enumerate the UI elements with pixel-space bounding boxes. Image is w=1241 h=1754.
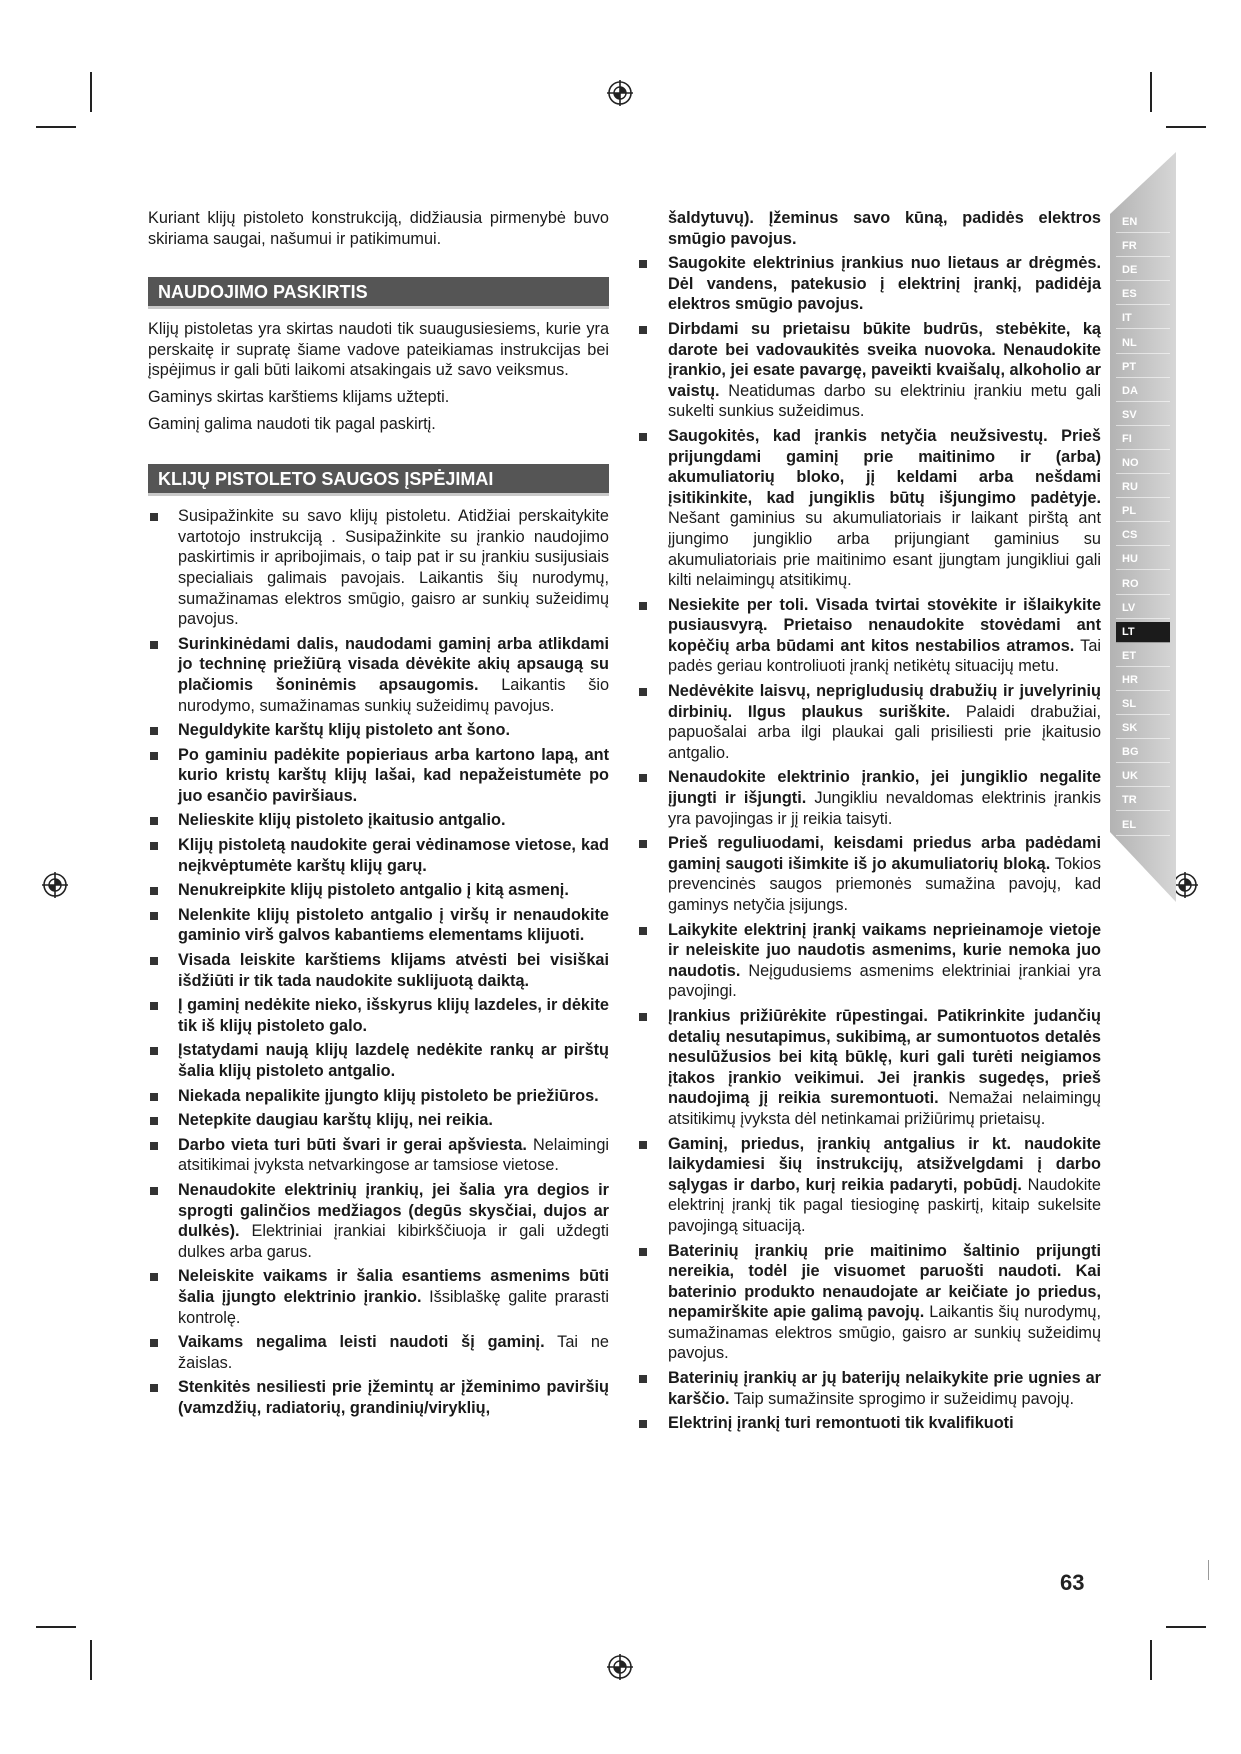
list-item: Saugokite elektrinius įrankius nuo lietaus ar drėgmės. Dėl vandens, patekusio į elektrinį įrankį, padidėja elektros smūgio pavojus. — [636, 253, 1101, 315]
list-item: Įstatydami naują klijų lazdelę nedėkite rankų ar pirštų šalia klijų pistoleto antgalio. — [148, 1040, 609, 1081]
crop-mark — [1150, 1640, 1152, 1680]
language-tab-de[interactable]: DE — [1116, 260, 1170, 281]
language-tab-pl[interactable]: PL — [1116, 501, 1170, 522]
list-item: Dirbdami su prietaisu būkite budrūs, stebėkite, ką darote bei vadovaukitės sveika nuovoka. Nenaudokite įrankio, jei esate pavargę, paveikti kvaišalų, alkoholio ar vaistų. Neatidumas darbo su elektriniu įrankiu metu gali sukelti sunkius sužeidimus. — [636, 319, 1101, 422]
list-item-continuation: šaldytuvų). Įžeminus savo kūną, padidės elektros smūgio pavojus. — [668, 209, 1101, 248]
registration-mark-icon — [605, 78, 635, 108]
crop-mark — [36, 1626, 76, 1628]
crop-mark — [1208, 1560, 1209, 1580]
list-item: Neguldykite karštų klijų pistoleto ant šono. — [148, 720, 609, 741]
list-item: Nenaudokite elektrinio įrankio, jei jungiklio negalite įjungti ir išjungti. Jungikliu nevaldomas elektrinis įrankis yra pavojingas ir jį reikia taisyti. — [636, 767, 1101, 829]
list-item: Klijų pistoletą naudokite gerai vėdinamose vietose, kad neįkvėptumėte karštų klijų garų. — [148, 835, 609, 876]
language-tab-sv[interactable]: SV — [1116, 405, 1170, 426]
list-item: Visada leiskite karštiems klijams atvėsti bei visiškai išdžiūti ir tik tada naudokite suklijuotą daiktą. — [148, 950, 609, 991]
list-item: Baterinių įrankių ar jų baterijų nelaikykite prie ugnies ar karščio. Taip sumažinsite sprogimo ir sužeidimų pavojų. — [636, 1368, 1101, 1409]
language-tab-en[interactable]: EN — [1116, 212, 1170, 233]
list-item: Gaminį, priedus, įrankių antgalius ir kt. naudokite laikydamiesi šių instrukcijų, atsižvelgdami į darbo sąlygas ir darbo, kurį reikia padaryti, pobūdį. Naudokite elektrinį įrankį tik pagal tiesioginę paskirtį, kitaip sukelsite pavojingą situaciją. — [636, 1134, 1101, 1237]
language-tab-ro[interactable]: RO — [1116, 574, 1170, 595]
section-heading-intended-use: NAUDOJIMO PASKIRTIS — [148, 277, 609, 309]
language-tab-bg[interactable]: BG — [1116, 742, 1170, 763]
language-tab-cs[interactable]: CS — [1116, 525, 1170, 546]
language-tab-et[interactable]: ET — [1116, 646, 1170, 667]
list-item: Saugokitės, kad įrankis netyčia neužsivestų. Prieš prijungdami gaminį prie maitinimo ir (arba) akumuliatorių bloko, jį keldami arba nešdami įsitikinkite, kad jungiklis būtų išjungimo padėtyje. Nešant gaminius su akumuliatoriais ir laikant pirštą ant įjungimo jungiklio arba prijungiant gaminius su akumuliatoriais prie maitinimo esant įjungtam jungikliui gali kilti nelaimingų atsitikimų. — [636, 426, 1101, 591]
language-tab-uk[interactable]: UK — [1116, 766, 1170, 787]
list-item: Neleiskite vaikams ir šalia esantiems asmenims būti šalia įjungto elektrinio įrankio. Išsiblaškę galite prarasti kontrolę. — [148, 1266, 609, 1328]
language-tab-fi[interactable]: FI — [1116, 429, 1170, 450]
intended-use-paragraph: Klijų pistoletas yra skirtas naudoti tik suaugusiesiems, kurie yra perskaitę ir supratę šiame vadove pateikiamas instrukcijas bei įspėjimus ir gali būti laikomi atsakingais už savo veiksmus. — [148, 320, 609, 380]
list-item: Surinkinėdami dalis, naudodami gaminį arba atlikdami jo techninę priežiūrą visada dėvėkite akių apsaugą su plačiomis šoninėmis apsaugomis. Laikantis šio nurodymo, sumažinamas sunkių sužeidimų pavojus. — [148, 634, 609, 716]
list-item: Laikykite elektrinį įrankį vaikams neprieinamoje vietoje ir neleiskite juo naudotis asmenims, kurie nemoka juo naudotis. Neįgudusiems asmenims elektriniai įrankiai yra pavojingi. — [636, 920, 1101, 1002]
language-tab-pt[interactable]: PT — [1116, 357, 1170, 378]
language-tab-it[interactable]: IT — [1116, 308, 1170, 329]
list-item: Nenukreipkite klijų pistoleto antgalio į kitą asmenį. — [148, 880, 609, 901]
crop-mark — [90, 72, 92, 112]
list-item: Susipažinkite su savo klijų pistoletu. Atidžiai perskaitykite vartotojo instrukciją . Susipažinkite su įrankio naudojimo paskirtimis ir apribojimais, o taip pat ir su įrankiu susijusiais specialiais galimais pavojais. Laikantis šių nurodymų, sumažinamas elektros smūgio, gaisro ar sunkių sužeidimų pavojus. — [148, 506, 609, 630]
list-item: Niekada nepalikite įjungto klijų pistoleto be priežiūros. — [148, 1086, 609, 1107]
registration-mark-icon — [605, 1652, 635, 1682]
language-tab-el[interactable]: EL — [1116, 815, 1170, 836]
language-tab-sl[interactable]: SL — [1116, 694, 1170, 715]
crop-mark — [1166, 126, 1206, 128]
language-tab-nl[interactable]: NL — [1116, 333, 1170, 354]
crop-mark — [1166, 1626, 1206, 1628]
crop-mark — [36, 126, 76, 128]
left-column — [148, 208, 609, 1423]
intended-use-paragraph: Gaminį galima naudoti tik pagal paskirtį. — [148, 414, 436, 433]
section-heading-safety-warnings: KLIJŲ PISTOLETO SAUGOS ĮSPĖJIMAI — [148, 464, 609, 496]
language-tab-da[interactable]: DA — [1116, 381, 1170, 402]
crop-mark — [1150, 72, 1152, 112]
intended-use-paragraph: Gaminys skirtas karštiems klijams užtepti. — [148, 387, 450, 406]
language-tab-fr[interactable]: FR — [1116, 236, 1170, 257]
list-item: Nedėvėkite laisvų, neprigludusių drabužių ir juvelyrinių dirbinių. Ilgus plaukus suriškite. Palaidi drabužiai, papuošalai arba ilgi plaukai gali prisiliesti prie įkaitusio antgalio. — [636, 681, 1101, 763]
registration-mark-icon — [40, 870, 70, 900]
list-item: Elektrinį įrankį turi remontuoti tik kvalifikuoti — [636, 1413, 1101, 1434]
language-tab-no[interactable]: NO — [1116, 453, 1170, 474]
list-item: Nelenkite klijų pistoleto antgalio į viršų ir nenaudokite gaminio virš galvos kabantiems elementams klijuoti. — [148, 905, 609, 946]
list-item: Vaikams negalima leisti naudoti šį gaminį. Tai ne žaislas. — [148, 1332, 609, 1373]
safety-warnings-list — [148, 506, 609, 1418]
list-item: Netepkite daugiau karštų klijų, nei reikia. — [148, 1110, 609, 1131]
right-column — [636, 208, 1101, 1438]
intro-paragraph: Kuriant klijų pistoleto konstrukciją, didžiausia pirmenybė buvo skiriama saugai, našumui ir patikimumui. — [148, 209, 609, 248]
list-item: Prieš reguliuodami, keisdami priedus arba padėdami gaminį saugoti išimkite iš jo akumuliatorių bloką. Tokios prevencinės saugos priemonės sumažina pavojų, kad gaminys netyčia įsijungs. — [636, 833, 1101, 915]
list-item: Nesiekite per toli. Visada tvirtai stovėkite ir išlaikykite pusiausvyrą. Prietaiso nenaudokite stovėdami ant kopėčių arba būdami ant kitos nestabilios atramos. Tai padės geriau kontroliuoti įrankį netikėtų situacijų metu. — [636, 595, 1101, 677]
crop-mark — [90, 1640, 92, 1680]
safety-warnings-list-continued — [636, 208, 1101, 1434]
language-tab-sk[interactable]: SK — [1116, 718, 1170, 739]
language-tab-tr[interactable]: TR — [1116, 790, 1170, 811]
list-item: Po gaminiu padėkite popieriaus arba kartono lapą, ant kurio kristų karštų klijų lašai, kad nepažeistumėte po juo esančio paviršiaus. — [148, 745, 609, 807]
language-tab-lv[interactable]: LV — [1116, 598, 1170, 619]
language-tab-lt[interactable]: LT — [1116, 622, 1170, 643]
language-tab-ru[interactable]: RU — [1116, 477, 1170, 498]
list-item: Į gaminį nedėkite nieko, išskyrus klijų lazdeles, ir dėkite tik iš klijų pistoleto galo. — [148, 995, 609, 1036]
list-item: Įrankius prižiūrėkite rūpestingai. Patikrinkite judančių detalių nesutapimus, sukibimą, ar sumontuotos detalės nesulūžusios bei kitą būklę, kuri gali turėti neigiamos įtakos įrankio veikimui. Jei įrankis sugedęs, prieš naudojimą jį reikia suremontuoti. Nemažai nelaimingų atsitikimų įvyksta dėl netinkamai prižiūrimų prietaisų. — [636, 1006, 1101, 1130]
language-tab-hu[interactable]: HU — [1116, 549, 1170, 570]
list-item: Darbo vieta turi būti švari ir gerai apšviesta. Nelaimingi atsitikimai įvyksta netvarkingose ar tamsiose vietose. — [148, 1135, 609, 1176]
list-item: Nenaudokite elektrinių įrankių, jei šalia yra degios ir sprogti galinčios medžiagos (degūs skysčiai, dujos ar dulkės). Elektriniai įrankiai kibirkščiuoja ir gali uždegti dulkes arba garus. — [148, 1180, 609, 1262]
language-tab-es[interactable]: ES — [1116, 284, 1170, 305]
list-item: Stenkitės nesiliesti prie įžemintų ar įžeminimo paviršių (vamzdžių, radiatorių, grandinių/viryklių, — [148, 1377, 609, 1418]
language-tab-hr[interactable]: HR — [1116, 670, 1170, 691]
language-tabs — [1110, 152, 1176, 902]
list-item: Nelieskite klijų pistoleto įkaitusio antgalio. — [148, 810, 609, 831]
page-number: 63 — [1060, 1570, 1085, 1595]
list-item: Baterinių įrankių prie maitinimo šaltinio prijungti nereikia, todėl jie visuomet paruošti naudoti. Kai baterinio produkto nenaudojate ar keičiate jo priedus, nepamirškite apie galimą pavojų. Laikantis šių nurodymų, sumažinamas elektros smūgio, gaisro ar sunkių sužeidimų pavojus. — [636, 1241, 1101, 1365]
